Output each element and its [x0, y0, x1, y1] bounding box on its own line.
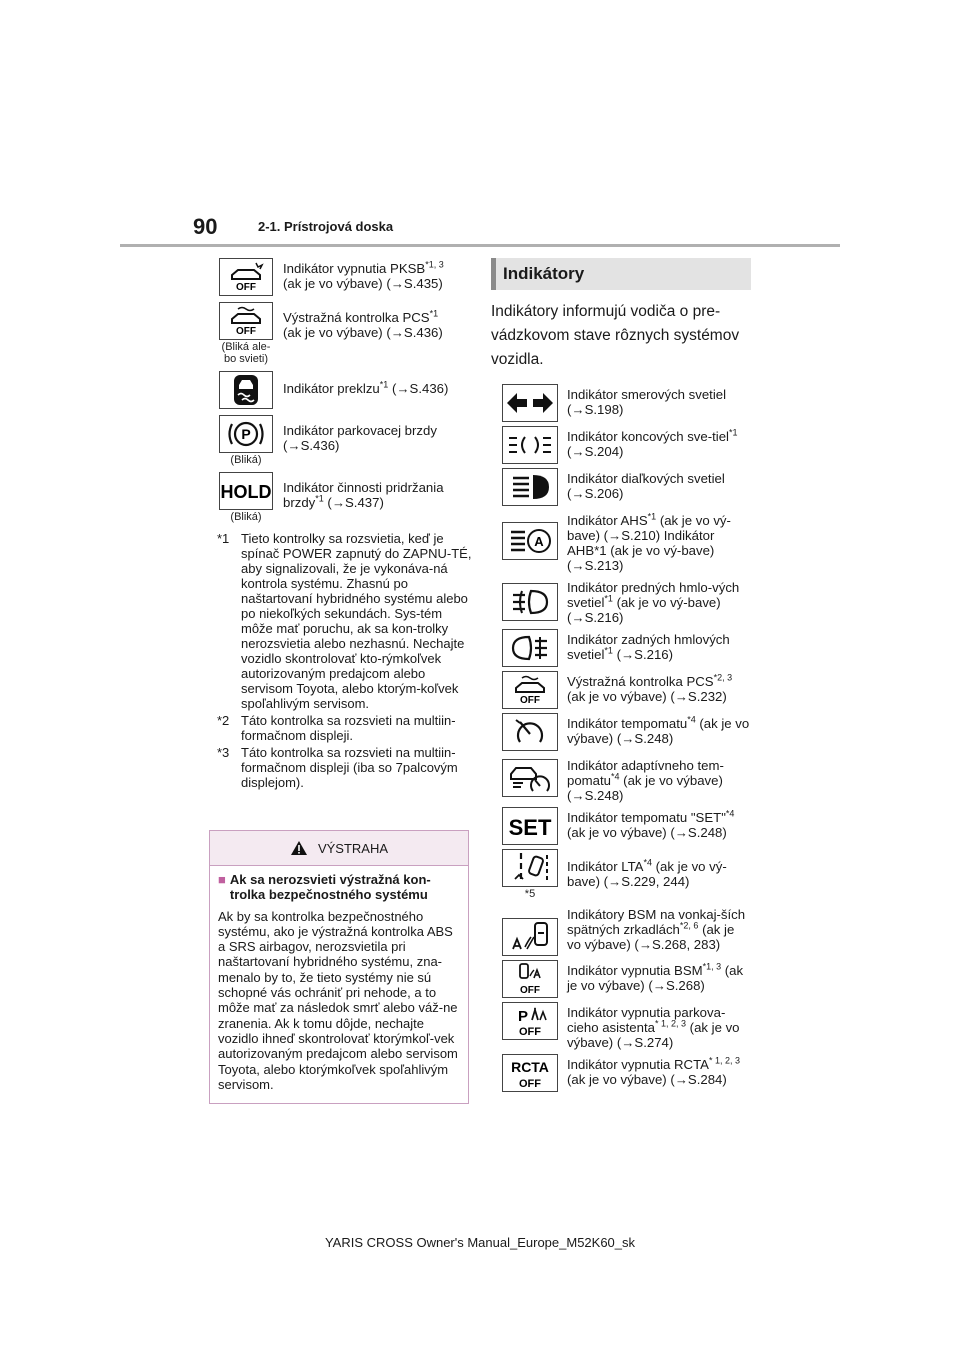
indicator-sup: *4	[643, 857, 652, 868]
indicator-row	[501, 1002, 751, 1050]
indicator-sup: *1	[379, 379, 389, 390]
indicator-row	[501, 755, 751, 803]
footnote-mark: *1	[217, 531, 230, 546]
indicator-sup: *1	[604, 645, 613, 656]
indicator-text: Indikátor smerových svetiel (→S.198)	[567, 387, 727, 417]
indicator-text2: (→S.204)	[567, 444, 624, 459]
indicator-text2: (ak je vo výbave) (→S.232)	[567, 689, 727, 704]
icon-caption: (Bliká)	[230, 454, 262, 466]
cruise-icon	[502, 713, 558, 751]
indicator-row	[217, 415, 472, 466]
svg-text:OFF: OFF	[236, 326, 256, 337]
indicator-row	[217, 302, 472, 365]
parking-assist-off-icon	[502, 1002, 558, 1040]
indicator-text2: (ak je vo výbave) (→S.248)	[567, 716, 750, 746]
rear-fog-icon	[502, 629, 558, 667]
footnote	[217, 745, 472, 790]
adaptive-cruise-icon	[502, 759, 558, 797]
indicator-text2: (→S.437)	[323, 495, 384, 510]
footnote	[217, 713, 472, 743]
warning-subtitle: Ak sa nerozsvieti výstražná kon-trolka bezpečnostného systému	[229, 872, 431, 903]
svg-text:OFF: OFF	[520, 985, 540, 996]
pcs-off-icon	[219, 302, 273, 340]
parking-brake-icon	[219, 415, 273, 453]
lta-icon	[502, 849, 558, 887]
svg-text:P: P	[517, 1008, 529, 1025]
indicator-text2: (ak je vo vý-bave) (→S.210) Indikátor AHB*1 (ak je vo vý-bave) (→S.213)	[567, 513, 731, 573]
indicators-heading-text: Indikátory	[503, 264, 585, 283]
warning-box	[209, 830, 469, 1104]
icon-caption: (Bliká ale- bo svieti)	[221, 341, 271, 365]
indicator-row	[217, 472, 472, 523]
svg-text:OFF: OFF	[519, 1078, 541, 1090]
header-rule	[120, 244, 840, 247]
indicators-intro: Indikátory informujú vodiča o pre-vádzkovom stave rôznych systémov vozidla.	[491, 303, 740, 368]
left-column	[217, 258, 472, 792]
indicator-text: Indikátor vypnutia BSM	[567, 963, 703, 978]
indicator-sup: *1	[604, 593, 613, 604]
indicator-row	[501, 671, 751, 709]
bsm-off-icon	[502, 960, 558, 998]
indicator-text2: (→S.436)	[283, 438, 340, 453]
indicator-sup: * 1, 2, 3	[654, 1018, 687, 1029]
footnote-text: Tieto kontrolky sa rozsvietia, keď je spínač POWER zapnutý do ZAPNU-TÉ, aby signalizovali, že je vykonáva-ná kontrola systému. Zhasnú po naštartovaní hybridného systému alebo po niekoľkých sekundách. Sys-tém môže mať poruchu, ak sa kon-trolky nerozsvietia alebo nezhasnú. Nechajte vozidlo skontrolovať kto-rýmkoľvek autorizovaným predajcom alebo servisom Toyota, alebo ktorým-koľvek spoľahlivým servisom.	[241, 531, 472, 711]
indicator-text2: (→S.216)	[612, 647, 674, 662]
indicator-text: Indikátor diaľkových svetiel (→S.206)	[567, 471, 725, 501]
indicator-row	[501, 713, 751, 751]
indicator-row	[501, 577, 751, 625]
icon-caption: (Bliká)	[230, 511, 262, 523]
front-fog-icon	[502, 583, 558, 621]
indicator-row	[501, 426, 751, 464]
svg-text:OFF: OFF	[236, 282, 256, 293]
slip-icon	[219, 371, 273, 409]
svg-text:HOLD: HOLD	[221, 482, 271, 502]
indicator-text: Indikátor parkovacej brzdy	[283, 423, 437, 438]
indicator-text2: (ak je vo výbave) (→S.284)	[567, 1072, 727, 1087]
indicator-text2: (ak je vo výbave) (→S.248)	[567, 773, 723, 803]
indicator-sup: *1	[429, 308, 439, 319]
indicator-row	[501, 384, 751, 422]
indicator-text: Indikátor zadných hmlových svetiel	[567, 632, 730, 662]
hold-icon	[219, 472, 273, 510]
indicator-text: Indikátor tempomatu "SET"	[567, 810, 726, 825]
indicator-sup: *2, 6	[679, 920, 699, 931]
indicator-text: Výstražná kontrolka PCS	[283, 310, 430, 325]
indicator-text2: (ak je vo výbave) (→S.274)	[567, 1020, 740, 1050]
indicator-text: Výstražná kontrolka PCS	[567, 674, 714, 689]
indicator-text2: (ak je vo vý-bave) (→S.216)	[567, 595, 721, 625]
page-number: 90	[193, 214, 218, 239]
icon-caption: *5	[524, 888, 536, 900]
svg-text:P: P	[241, 426, 251, 442]
high-beam-icon	[502, 468, 558, 506]
indicator-sup: *4	[611, 771, 620, 782]
footnote-text: Táto kontrolka sa rozsvieti na multiin-formačnom displeji.	[241, 713, 456, 743]
pcs-off-icon-2	[502, 671, 558, 709]
indicator-text: Indikátor vypnutia PKSB	[283, 261, 426, 276]
footnote-mark: *2	[217, 713, 230, 728]
indicator-text2: (ak je vo výbave) (→S.248)	[567, 825, 727, 840]
indicator-text: Indikátor tempomatu	[567, 716, 688, 731]
indicator-sup: *1	[315, 493, 324, 504]
indicator-sup: *2, 3	[713, 672, 733, 683]
warning-body-text: Ak by sa kontrolka bezpečnostného systému, ako je výstražná kontrolka ABS a SRS airbagov, nerozsvietila pri naštartovaní hybridného systému, zna-menalo by to, že tieto systémy nie sú schopné vás ochrániť pri nehode, a to môže mať za následok smrť alebo váž-ne zranenia. Ak k tomu dôjde, nechajte vozidlo ihneď skontrolovať ktorýmkoľ-vek autorizovaným predajcom alebo servisom Toyota, alebo ktorýmkoľvek spoľahlivým servisom.	[218, 908, 458, 1092]
indicator-sup: *1	[729, 427, 738, 438]
warning-title: VÝSTRAHA	[317, 840, 389, 856]
indicator-text2: (ak je vo výbave) (→S.435)	[283, 276, 443, 291]
indicator-text: Indikátor vypnutia parkova-cieho asistenta	[567, 1005, 726, 1035]
footnote-text: Táto kontrolka sa rozsvieti na multiin-formačnom displeji (iba so 7palcovým displejom).	[241, 745, 458, 790]
svg-text:OFF: OFF	[519, 1026, 541, 1038]
bsm-mirror-icon	[502, 918, 558, 956]
indicator-row	[501, 849, 751, 900]
indicator-text: Indikátor predných hmlo-vých svetiel	[567, 580, 740, 610]
indicator-text2: (ak je vo výbave) (→S.436)	[283, 325, 443, 340]
indicator-text: Indikátor činnosti pridržania brzdy	[283, 480, 444, 510]
indicator-row	[501, 960, 751, 998]
svg-text:A: A	[534, 534, 544, 549]
ahs-icon	[502, 522, 558, 560]
indicator-text: Indikátor LTA	[567, 859, 644, 874]
set-icon	[502, 807, 558, 845]
right-column	[491, 258, 751, 1096]
indicator-text2: (→S.436)	[388, 381, 449, 396]
indicator-row	[501, 807, 751, 845]
tail-light-icon	[502, 426, 558, 464]
indicator-row	[501, 468, 751, 506]
indicator-text2: (ak je vo výbave) (→S.268, 283)	[567, 922, 735, 952]
indicator-sup: * 1, 2, 3	[708, 1055, 740, 1066]
indicators-heading	[491, 258, 751, 290]
warning-header	[210, 831, 468, 866]
indicator-text: Indikátor adaptívneho tem-pomatu	[567, 758, 724, 788]
indicator-row	[501, 629, 751, 667]
svg-text:RCTA: RCTA	[511, 1059, 549, 1075]
indicator-row	[217, 371, 472, 409]
footnote-mark: *3	[217, 745, 230, 760]
svg-text:SET: SET	[508, 815, 552, 840]
rcta-off-icon	[502, 1054, 558, 1092]
indicator-text: Indikátor vypnutia RCTA	[567, 1057, 709, 1072]
indicator-text: Indikátor koncových sve-tiel	[567, 429, 729, 444]
indicator-sup: *4	[687, 714, 696, 725]
indicator-text: Indikátor AHS	[567, 513, 648, 528]
svg-text:OFF: OFF	[520, 695, 540, 706]
indicator-sup: *1, 3	[702, 961, 722, 972]
indicator-row	[217, 258, 472, 296]
indicator-text: Indikátory BSM na vonkaj-ších spätných zrkadlách	[567, 907, 746, 937]
footer: YARIS CROSS Owner's Manual_Europe_M52K60_sk	[324, 1235, 636, 1250]
indicator-row	[501, 510, 751, 573]
indicator-sup: *4	[725, 808, 735, 819]
warning-triangle-icon	[290, 840, 308, 856]
indicator-row	[501, 1054, 751, 1092]
turn-signal-icon	[502, 384, 558, 422]
indicator-row	[501, 904, 751, 956]
section-title: 2-1. Prístrojová doska	[258, 219, 394, 234]
pksb-off-icon	[219, 258, 273, 296]
indicator-text2: (ak je vo výbave) (→S.268)	[567, 963, 744, 993]
indicator-sup: *1	[647, 511, 657, 522]
square-bullet-icon: ■	[218, 872, 226, 887]
indicator-text: Indikátor preklzu	[283, 381, 380, 396]
indicator-text2: (ak je vo vý-bave) (→S.229, 244)	[567, 859, 727, 889]
indicator-sup: *1, 3	[425, 259, 444, 270]
footnotes	[217, 531, 472, 790]
footnote	[217, 531, 472, 711]
